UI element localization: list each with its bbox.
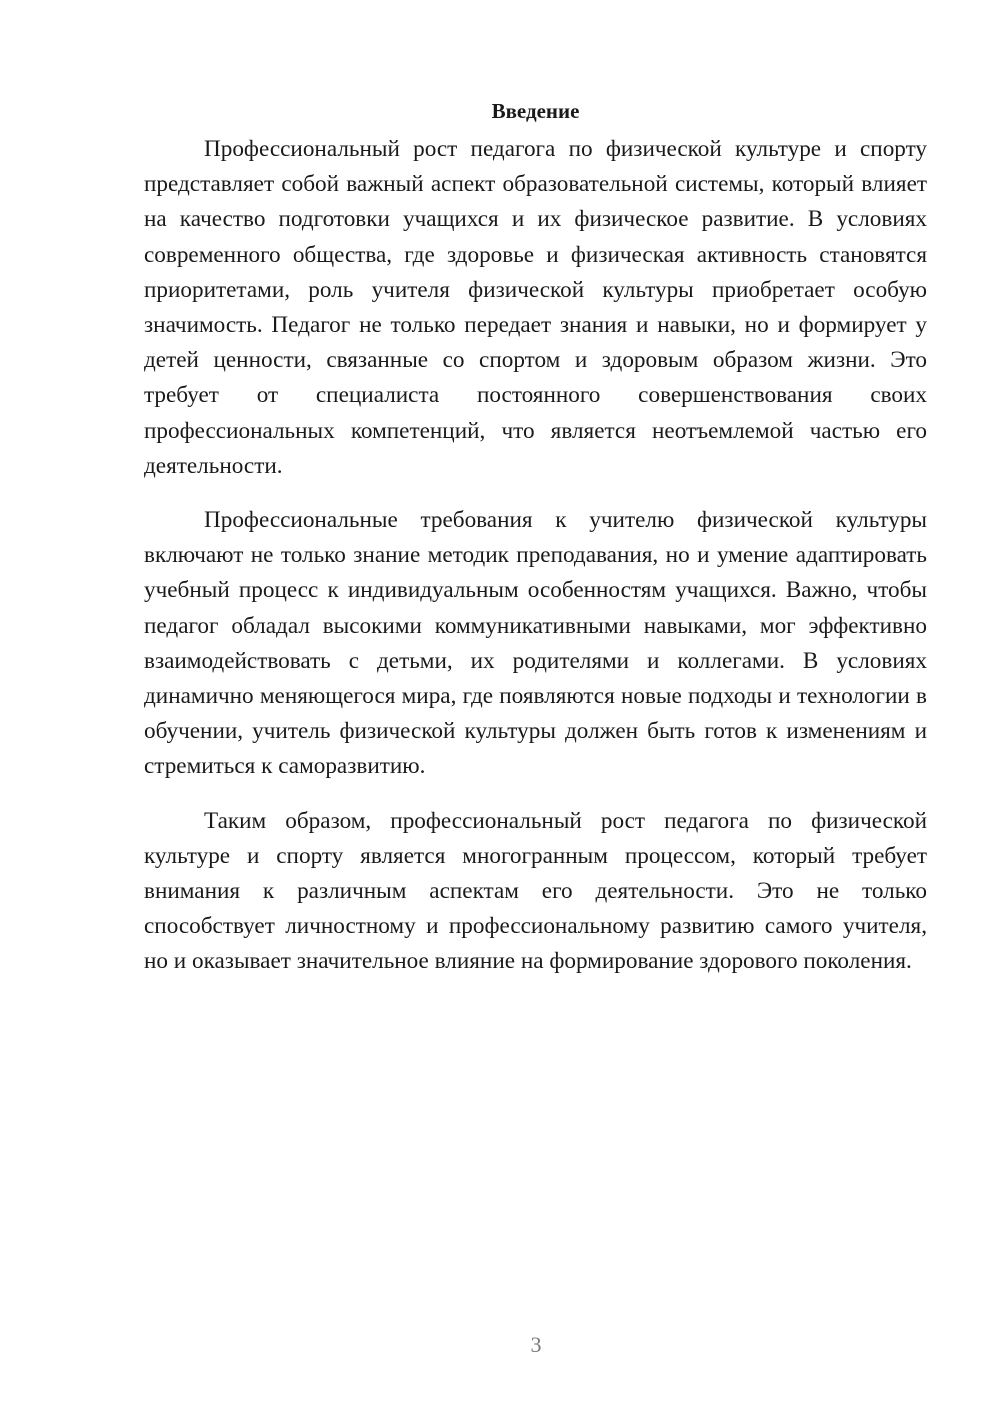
paragraph-1: Профессиональный рост педагога по физической культуре и спорту представляет собой важный аспект образовательной системы, который влияет на качество подготовки учащихся и их физическое развитие. В условиях современного общества, где здоровье и физическая активность становятся приоритетами, роль учителя физической культуры приобретает особую значимость. Педагог не только передает знания и навыки, но и формирует у детей ценности, связанные со спортом и здоровым образом жизни. Это требует от специалиста постоянного совершенствования своих профессиональных компетенций, что является неотъемлемой частью его деятельности. <box>144 136 927 479</box>
section-title: Введение <box>491 99 580 123</box>
page-content <box>144 96 927 999</box>
paragraph-2: Профессиональные требования к учителю физической культуры включают не только знание методик преподавания, но и умение адаптировать учебный процесс к индивидуальным особенностям учащихся. Важно, чтобы педагог обладал высокими коммуникативными навыками, мог эффективно взаимодействовать с детьми, их родителями и коллегами. В условиях динамично меняющегося мира, где появляются новые подходы и технологии в обучении, учитель физической культуры должен быть готов к изменениям и стремиться к саморазвитию. <box>144 507 927 780</box>
paragraph-3: Таким образом, профессиональный рост педагога по физической культуре и спорту является многогранным процессом, который требует внимания к различным аспектам его деятельности. Это не только способствует личностному и профессиональному развитию самого учителя, но и оказывает значительное влияние на формирование здорового поколения. <box>144 807 927 975</box>
page-number: 3 <box>530 1332 542 1357</box>
